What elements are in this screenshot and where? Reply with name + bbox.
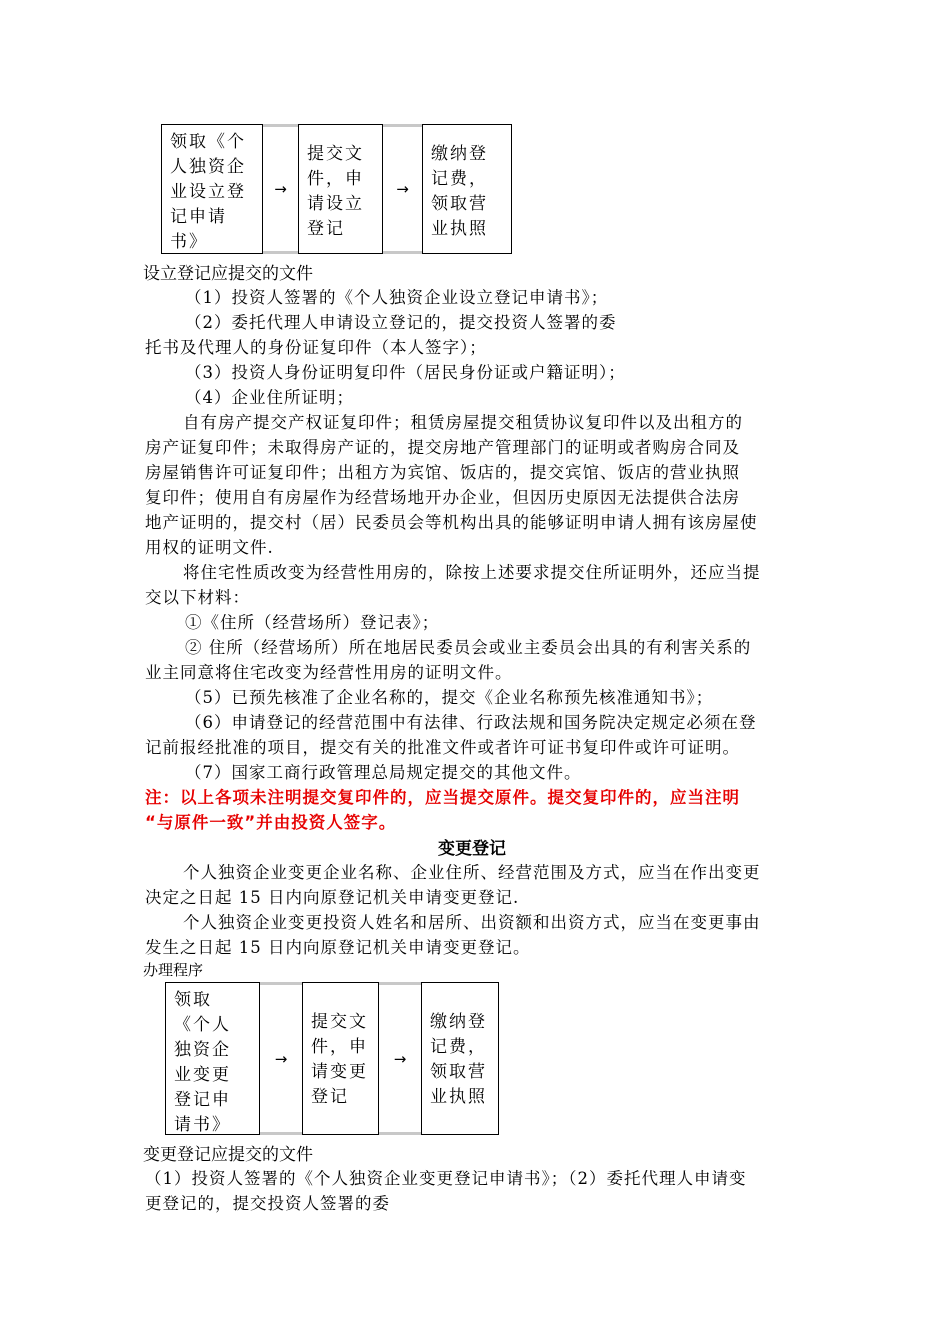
text-line: 将住宅性质改变为经营性用房的，除按上述要求提交住所证明外，还应当提 bbox=[183, 563, 761, 582]
text-line: 房屋销售许可证复印件；出租方为宾馆、饭店的，提交宾馆、饭店的营业执照 bbox=[145, 463, 740, 482]
flow-step-obtain-form bbox=[161, 124, 263, 254]
arrow-right-icon: → bbox=[274, 180, 287, 198]
flow-text: 提交文 bbox=[311, 1012, 368, 1032]
change-flow-chart bbox=[165, 982, 499, 1135]
text-line: 复印件；使用自有房屋作为经营场地开办企业，但因历史原因无法提供合法房 bbox=[145, 488, 740, 507]
text-line: ② 住所（经营场所）所在地居民委员会或业主委员会出具的有利害关系的 bbox=[185, 638, 752, 657]
flow-arrow bbox=[260, 982, 302, 1135]
procedure-label: 办理程序 bbox=[143, 961, 204, 979]
arrow-right-icon: → bbox=[396, 180, 409, 198]
flow-text: 领取营 bbox=[430, 1062, 487, 1082]
text-line: 更登记的，提交投资人签署的委 bbox=[145, 1194, 390, 1213]
text-line: （1）投资人签署的《个人独资企业设立登记申请书》； bbox=[185, 288, 609, 307]
flow-text: 登记 bbox=[311, 1087, 349, 1107]
flow-text: 领取《个 bbox=[170, 132, 246, 152]
arrow-right-icon: → bbox=[393, 1049, 407, 1068]
flow-text: 请变更 bbox=[311, 1062, 368, 1082]
text-line: （1）投资人签署的《个人独资企业变更登记申请书》；（2）委托代理人申请变 bbox=[145, 1169, 747, 1188]
flow-text: 《个人 bbox=[174, 1015, 231, 1035]
setup-flow-chart bbox=[161, 124, 512, 254]
text-line: 记前报经批准的项目，提交有关的批准文件或者许可证书复印件或许可证明。 bbox=[145, 738, 740, 757]
flow-text: 缴纳登 bbox=[431, 144, 488, 164]
flow-text: 缴纳登 bbox=[430, 1012, 487, 1032]
text-line: ①《住所（经营场所）登记表》； bbox=[185, 613, 440, 632]
section-title-change: 变更登记 bbox=[438, 839, 506, 859]
flow-text: 独资企 bbox=[174, 1040, 231, 1060]
flow-text: 业变更 bbox=[174, 1065, 231, 1085]
flow-text: 登记 bbox=[307, 219, 345, 239]
flow-text: 人独资企 bbox=[170, 157, 246, 177]
flow-text: 请设立 bbox=[307, 194, 364, 214]
flow-step-submit bbox=[298, 124, 383, 254]
text-line: 决定之日起 15 日内向原登记机关申请变更登记. bbox=[145, 888, 520, 907]
flow-text: 件，申 bbox=[307, 169, 364, 189]
text-line: 用权的证明文件. bbox=[145, 538, 274, 557]
text-line: （6）申请登记的经营范围中有法律、行政法规和国务院决定规定必须在登 bbox=[185, 713, 757, 732]
flow-text: 记申请 bbox=[170, 207, 227, 227]
flow-text: 书》 bbox=[170, 232, 208, 252]
flow-text: 业执照 bbox=[431, 219, 488, 239]
flow-step-submit bbox=[302, 982, 379, 1135]
flow-text: 登记申 bbox=[174, 1090, 231, 1110]
flow-text: 提交文 bbox=[307, 144, 364, 164]
note-line: 注：以上各项未注明提交复印件的，应当提交原件。提交复印件的，应当注明 bbox=[145, 788, 740, 807]
flow-text: 领取 bbox=[174, 990, 212, 1010]
text-line: （3）投资人身份证明复印件（居民身份证或户籍证明）； bbox=[185, 363, 626, 382]
text-line: 托书及代理人的身份证复印件（本人签字）； bbox=[145, 338, 487, 357]
flow-arrow bbox=[263, 124, 298, 254]
text-line: 房产证复印件；未取得房产证的，提交房地产管理部门的证明或者购房合同及 bbox=[145, 438, 740, 457]
flow-step-obtain-form bbox=[165, 982, 260, 1135]
note-line: “与原件一致”并由投资人签字。 bbox=[145, 813, 397, 832]
flow-text: 件，申 bbox=[311, 1037, 368, 1057]
text-line: 自有房产提交产权证复印件；租赁房屋提交租赁协议复印件以及出租方的 bbox=[183, 413, 743, 432]
flow-text: 请书》 bbox=[174, 1115, 231, 1135]
flow-step-pay-fee bbox=[421, 982, 499, 1135]
flow-text: 领取营 bbox=[431, 194, 488, 214]
flow-text: 记费， bbox=[431, 169, 488, 189]
section-heading-setup: 设立登记应提交的文件 bbox=[143, 264, 313, 284]
text-line: （7）国家工商行政管理总局规定提交的其他文件。 bbox=[185, 763, 582, 782]
text-line: （2）委托代理人申请设立登记的，提交投资人签署的委 bbox=[185, 313, 617, 332]
text-line: 业主同意将住宅改变为经营性用房的证明文件。 bbox=[145, 663, 513, 682]
arrow-right-icon: → bbox=[274, 1049, 288, 1068]
section-heading-change-docs: 变更登记应提交的文件 bbox=[143, 1145, 313, 1165]
flow-text: 业执照 bbox=[430, 1087, 487, 1107]
text-line: 个人独资企业变更投资人姓名和居所、出资额和出资方式，应当在变更事由 bbox=[183, 913, 761, 932]
flow-text: 记费， bbox=[430, 1037, 487, 1057]
text-line: 个人独资企业变更企业名称、企业住所、经营范围及方式，应当在作出变更 bbox=[183, 863, 761, 882]
text-line: 发生之日起 15 日内向原登记机关申请变更登记。 bbox=[145, 938, 531, 957]
flow-step-pay-fee bbox=[422, 124, 512, 254]
text-line: （5）已预先核准了企业名称的，提交《企业名称预先核准通知书》； bbox=[185, 688, 714, 707]
text-line: 地产证明的，提交村（居）民委员会等机构出具的能够证明申请人拥有该房屋使 bbox=[145, 513, 758, 532]
flow-arrow bbox=[379, 982, 421, 1135]
text-line: 交以下材料： bbox=[145, 588, 250, 607]
flow-text: 业设立登 bbox=[170, 182, 246, 202]
text-line: （4）企业住所证明； bbox=[185, 388, 354, 407]
flow-arrow bbox=[383, 124, 422, 254]
